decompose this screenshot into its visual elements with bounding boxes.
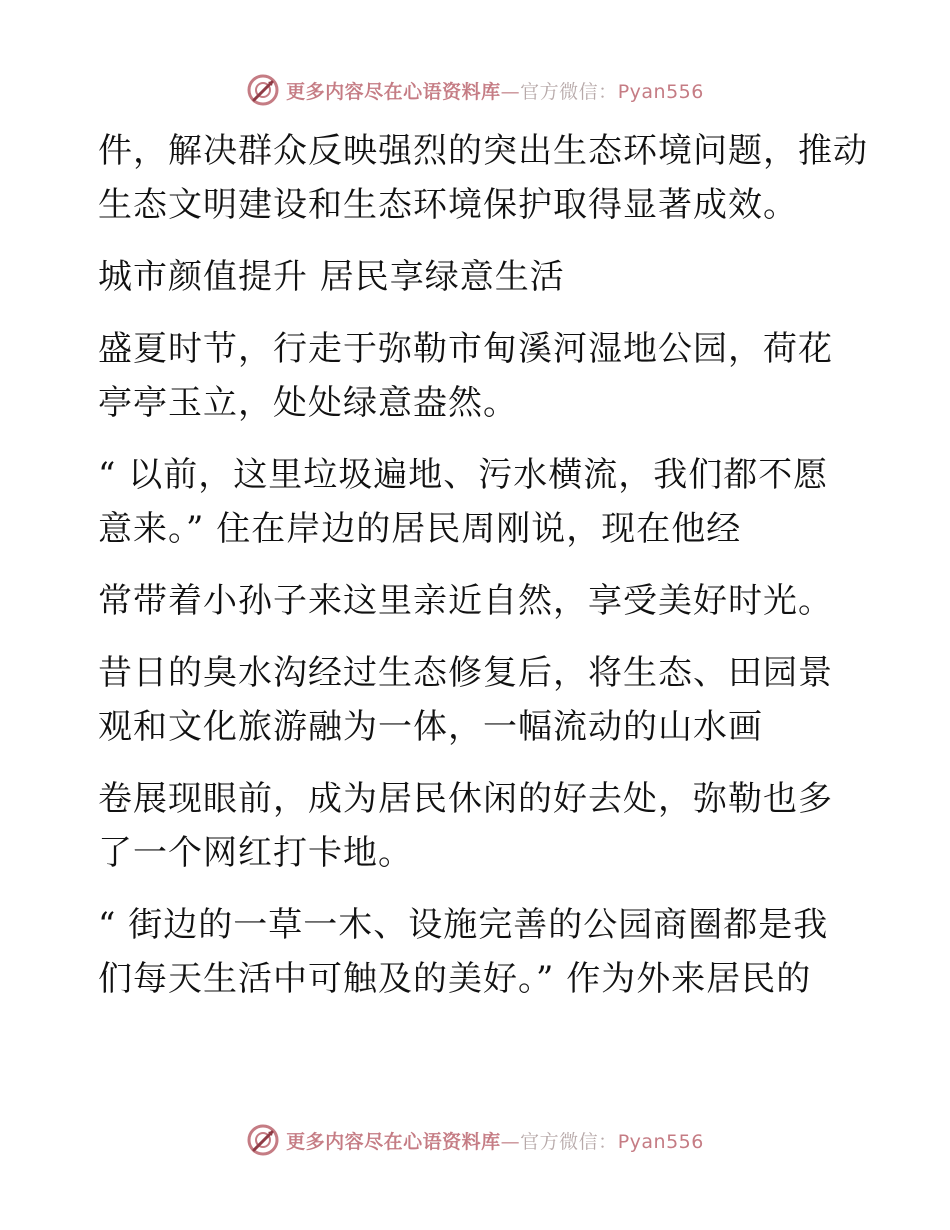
text-line: 亭亭玉立，处处绿意盎然。 bbox=[98, 383, 518, 423]
header-banner-text bbox=[286, 77, 704, 104]
footer-wechat-id: Pyan556 bbox=[617, 1130, 704, 1153]
brand-logo-icon bbox=[246, 73, 280, 107]
text-line: 件，解决群众反映强烈的突出生态环境问题，推动 bbox=[98, 131, 868, 171]
header-title: 更多内容尽在心语资料库 bbox=[286, 80, 501, 103]
text-line: 常带着小孙子来这里亲近自然，享受美好时光。 bbox=[98, 581, 833, 621]
header-wechat-id: Pyan556 bbox=[617, 80, 704, 103]
text-line: 卷展现眼前，成为居民休闲的好去处，弥勒也多 bbox=[98, 779, 833, 819]
footer-banner bbox=[0, 1120, 950, 1160]
header-banner bbox=[0, 70, 950, 110]
text-line: 盛夏时节，行走于弥勒市甸溪河湿地公园，荷花 bbox=[98, 329, 833, 369]
text-line: 生态文明建设和生态环境保护取得显著成效。 bbox=[98, 185, 798, 225]
text-line: “ 街边的一草一木、设施完善的公园商圈都是我 bbox=[98, 905, 829, 945]
header-dash: — bbox=[500, 80, 521, 103]
brand-logo-icon bbox=[246, 1123, 280, 1157]
text-line: 观和文化旅游融为一体，一幅流动的山水画 bbox=[98, 707, 763, 747]
footer-title: 更多内容尽在心语资料库 bbox=[286, 1130, 501, 1153]
section-heading: 城市颜值提升 居民享绿意生活 bbox=[98, 257, 565, 297]
text-line: “ 以前，这里垃圾遍地、污水横流，我们都不愿 bbox=[98, 455, 829, 495]
text-line: 们每天生活中可触及的美好。” 作为外来居民的 bbox=[98, 959, 812, 999]
footer-dash: — bbox=[500, 1130, 521, 1153]
text-line: 昔日的臭水沟经过生态修复后，将生态、田园景 bbox=[98, 653, 833, 693]
footer-banner-text bbox=[286, 1127, 704, 1154]
text-line: 意来。” 住在岸边的居民周刚说，现在他经 bbox=[98, 509, 742, 549]
document-body bbox=[98, 124, 868, 1006]
text-line: 了一个网红打卡地。 bbox=[98, 833, 413, 873]
header-wechat-label: 官方微信： bbox=[520, 80, 618, 103]
footer-wechat-label: 官方微信： bbox=[520, 1130, 618, 1153]
